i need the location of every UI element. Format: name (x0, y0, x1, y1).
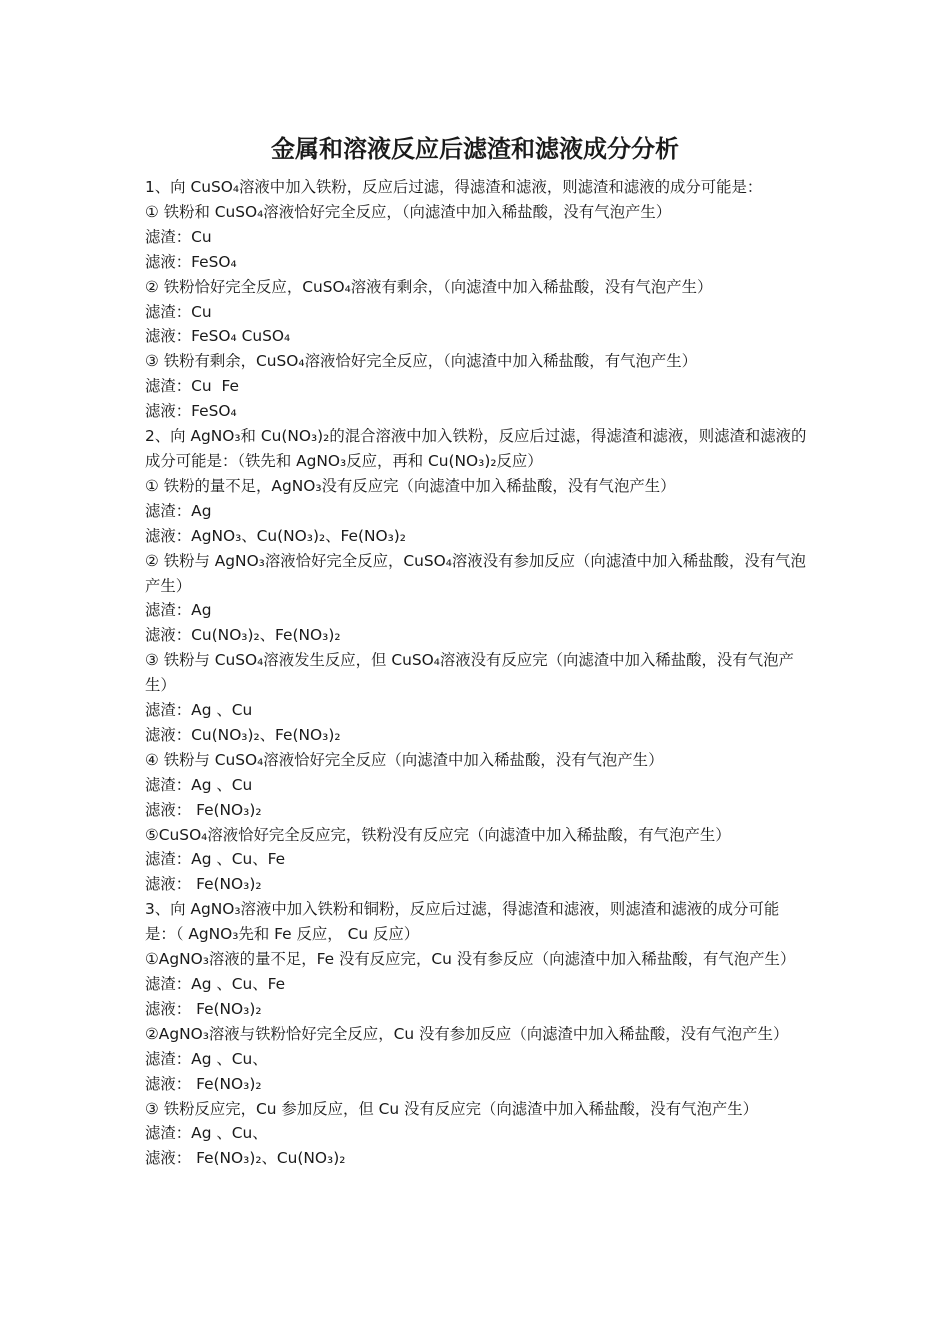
text-line: 滤渣：Ag 、Cu、Fe (145, 975, 286, 993)
text-line: 滤液：FeSO₄ (145, 252, 237, 271)
text-line: 滤渣：Ag (145, 501, 212, 520)
text-line: 滤渣：Cu Fe (145, 377, 239, 396)
text-line: 滤液：AgNO₃、Cu(NO₃)₂、Fe(NO₃)₂ (145, 526, 406, 545)
text-line: 3、向 AgNO₃溶液中加入铁粉和铜粉，反应后过滤，得滤渣和滤液，则滤渣和滤液的成分可能是：（ AgNO₃先和 Fe 反应， Cu 反应） (145, 900, 780, 944)
text-line: 滤液：Cu(NO₃)₂、Fe(NO₃)₂ (145, 626, 341, 645)
text-line: ③ 铁粉有剩余，CuSO₄溶液恰好完全反应，（向滤渣中加入稀盐酸，有气泡产生） (145, 352, 698, 371)
document-body (145, 175, 810, 1171)
text-line: 滤渣：Ag 、Cu、Fe (145, 850, 286, 869)
document-title: 金属和溶液反应后滤渣和滤液成分分析 (271, 135, 679, 163)
text-line: 滤液：Cu(NO₃)₂、Fe(NO₃)₂ (145, 725, 341, 744)
text-line: ③ 铁粉反应完，Cu 参加反应，但 Cu 没有反应完（向滤渣中加入稀盐酸，没有气泡产生） (145, 1099, 759, 1118)
text-line: ② 铁粉恰好完全反应，CuSO₄溶液有剩余，（向滤渣中加入稀盐酸，没有气泡产生） (145, 277, 713, 296)
text-line: 滤渣：Cu (145, 227, 212, 246)
text-line: 2、向 AgNO₃和 Cu(NO₃)₂的混合溶液中加入铁粉，反应后过滤，得滤渣和滤液，则滤渣和滤液的成分可能是：（铁先和 AgNO₃反应，再和 Cu(NO₃)₂反应） (145, 427, 807, 470)
text-line: ③ 铁粉与 CuSO₄溶液发生反应，但 CuSO₄溶液没有反应完（向滤渣中加入稀盐酸，没有气泡产生） (145, 651, 794, 695)
text-line: 滤渣：Ag 、Cu、 (145, 1124, 268, 1143)
text-line: ① 铁粉和 CuSO₄溶液恰好完全反应，（向滤渣中加入稀盐酸，没有气泡产生） (145, 202, 672, 221)
text-line: ②AgNO₃溶液与铁粉恰好完全反应，Cu 没有参加反应（向滤渣中加入稀盐酸，没有气泡产生） (145, 1024, 789, 1043)
text-line: 滤液： Fe(NO₃)₂ (145, 1074, 262, 1093)
text-line: ⑤CuSO₄溶液恰好完全反应完，铁粉没有反应完（向滤渣中加入稀盐酸，有气泡产生） (145, 825, 731, 844)
text-line: 滤渣：Ag 、Cu (145, 775, 253, 794)
text-line: ①AgNO₃溶液的量不足，Fe 没有反应完，Cu 没有参反应（向滤渣中加入稀盐酸，有气泡产生） (145, 950, 796, 969)
text-line: 滤液：FeSO₄ (145, 402, 237, 421)
text-line: 滤渣：Ag (145, 601, 212, 620)
text-line: 滤渣：Ag 、Cu、 (145, 1049, 268, 1068)
text-line: 滤液： Fe(NO₃)₂ (145, 875, 262, 894)
text-line: 滤渣：Ag 、Cu (145, 701, 253, 720)
text-line: 滤液： Fe(NO₃)₂ (145, 999, 262, 1018)
text-line: ④ 铁粉与 CuSO₄溶液恰好完全反应（向滤渣中加入稀盐酸，没有气泡产生） (145, 750, 664, 769)
text-line: 滤渣：Cu (145, 302, 212, 321)
text-line: 滤液： Fe(NO₃)₂、Cu(NO₃)₂ (145, 1149, 346, 1168)
text-line: 1、向 CuSO₄溶液中加入铁粉，反应后过滤，得滤渣和滤液，则滤渣和滤液的成分可能是： (145, 178, 763, 196)
text-line: 滤液： Fe(NO₃)₂ (145, 800, 262, 819)
text-line: 滤液：FeSO₄ CuSO₄ (145, 327, 291, 346)
text-line: ① 铁粉的量不足，AgNO₃没有反应完（向滤渣中加入稀盐酸，没有气泡产生） (145, 476, 676, 495)
text-line: ② 铁粉与 AgNO₃溶液恰好完全反应，CuSO₄溶液没有参加反应（向滤渣中加入稀盐酸，没有气泡产生） (145, 551, 806, 595)
